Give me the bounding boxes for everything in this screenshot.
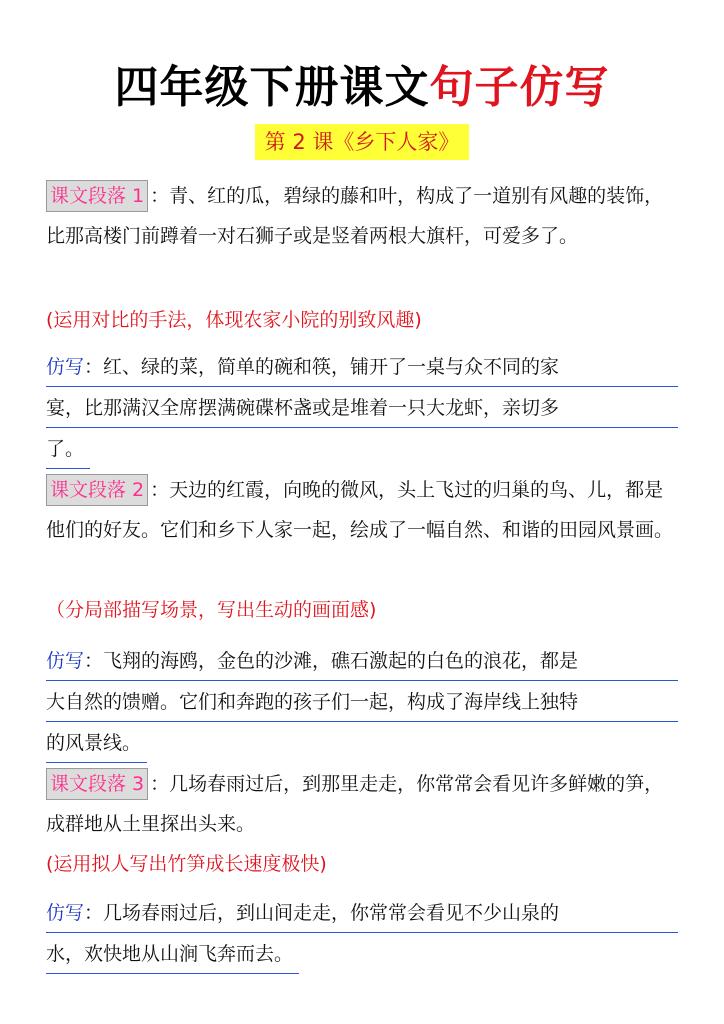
- imitation-1: [46, 346, 678, 469]
- imitation-line: 仿写：红、绿的菜，简单的碗和筷，铺开了一桌与众不同的家: [46, 346, 678, 387]
- imitation-line: 的风景线。: [46, 722, 147, 763]
- imitation-line: 宴，比那满汉全席摆满碗碟杯盏或是堆着一只大龙虾，亲切多: [46, 387, 678, 428]
- imitation-2: [46, 640, 678, 763]
- segment-2: [46, 470, 678, 550]
- segment-label: 课文段落 1: [46, 180, 148, 212]
- segment-3: [46, 764, 678, 844]
- imitation-line: 仿写：几场春雨过后，到山间走走，你常常会看见不少山泉的: [46, 892, 678, 933]
- segment-text: ：青、红的瓜，碧绿的藤和叶，构成了一道别有风趣的装饰，比那高楼门前蹲着一对石狮子或是竖着两根大旗杆，可爱多了。: [46, 185, 664, 247]
- imitation-line: 了。: [46, 428, 90, 469]
- segment-text: ：几场春雨过后，到那里走走，你常常会看见许多鲜嫩的笋，成群地从土里探出头来。: [46, 773, 664, 835]
- title-part-2: 句子仿写: [429, 62, 610, 113]
- imitation-label: 仿写: [46, 650, 85, 672]
- imitation-line: 大自然的馈赠。它们和奔跑的孩子们一起，构成了海岸线上独特: [46, 681, 678, 722]
- subtitle-wrap: [0, 124, 724, 160]
- technique-note-3: (运用拟人写出竹笋成长速度极快): [46, 853, 327, 875]
- segment-label: 课文段落 3: [46, 768, 148, 800]
- imitation-line: 水，欢快地从山涧飞奔而去。: [46, 933, 299, 974]
- imitation-line: 仿写：飞翔的海鸥，金色的沙滩，礁石激起的白色的浪花，都是: [46, 640, 678, 681]
- title-part-1: 四年级下册课文: [114, 62, 430, 113]
- segment-text: ：天边的红霞，向晚的微风，头上飞过的归巢的鸟、儿，都是他们的好友。它们和乡下人家一起，绘成了一幅自然、和谐的田园风景画。: [46, 479, 674, 541]
- technique-note-1: (运用对比的手法，体现农家小院的别致风趣): [46, 309, 422, 331]
- segment-1: [46, 176, 678, 256]
- imitation-label: 仿写: [46, 902, 85, 924]
- technique-note-2: （分局部描写场景，写出生动的画面感): [46, 599, 377, 621]
- segment-label: 课文段落 2: [46, 474, 148, 506]
- imitation-label: 仿写: [46, 356, 85, 378]
- imitation-3: [46, 892, 678, 974]
- page-title: [0, 58, 724, 118]
- lesson-subtitle: 第 2 课《乡下人家》: [255, 124, 470, 160]
